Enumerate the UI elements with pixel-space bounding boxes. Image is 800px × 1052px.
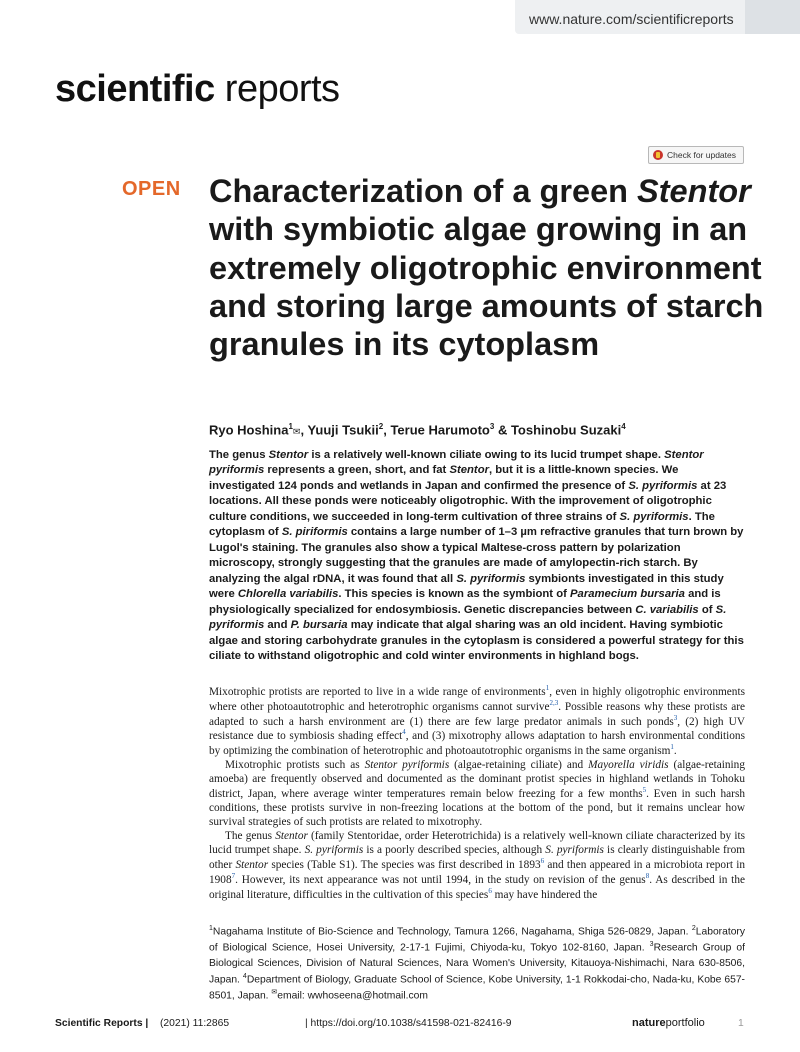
- crossmark-icon: [653, 150, 663, 160]
- text-run: . As described in the original literature, difficulties in the cultivation of this species: [209, 873, 745, 901]
- reference-sup[interactable]: ✉: [271, 988, 278, 996]
- italic-term: Chlorella variabilis: [237, 588, 339, 601]
- reference-sup[interactable]: 5: [642, 786, 647, 795]
- italic-term: S. pyriformis: [304, 844, 364, 857]
- footer-journal: Scientific Reports |: [55, 1018, 149, 1029]
- italic-term: S. piriformis: [281, 526, 348, 539]
- text-run: . The cytoplasm of: [209, 510, 715, 539]
- reference-sup[interactable]: 3: [673, 713, 678, 722]
- reference-sup[interactable]: 3: [649, 941, 654, 949]
- text-run: . However, its next appearance was not until 1994, in the study on revision of the genus: [235, 873, 646, 886]
- text-run: Mixotrophic protists are reported to live in a wide range of environments: [209, 685, 546, 698]
- text-run: of: [698, 603, 716, 616]
- text-run: Mixotrophic protists such as: [225, 759, 365, 772]
- url-tab-edge: [745, 0, 800, 34]
- brand-bold: nature: [632, 1017, 666, 1029]
- reference-sup[interactable]: 7: [231, 872, 236, 881]
- brand-light: portfolio: [665, 1017, 705, 1029]
- reference-sup[interactable]: 2,3: [549, 698, 559, 707]
- text-run: . Even in such harsh conditions, these protists survive in non-freezing locations at the bottom of the pond, but it remains unclear how survival strategies of such protists are related to mixotrophy.: [209, 788, 745, 829]
- author-separator: ,: [383, 422, 391, 438]
- reference-sup[interactable]: 1: [670, 743, 674, 752]
- text-run: . Possible reasons why these protists are adapted to such a harsh environment are (1) there are few large predator animals in such ponds: [209, 700, 745, 728]
- author-name[interactable]: Ryo Hoshina: [209, 422, 289, 438]
- text-run: and: [264, 619, 291, 632]
- text-run: Nagahama Institute of Bio-Science and Technology, Tamura 1266, Nagahama, Shiga 526-0829, Japan.: [212, 926, 692, 938]
- text-run: Department of Biology, Graduate School of Science, Kobe University, 1-1 Rokkodai-cho, Nada-ku, Kobe 657-8501, Japan.: [209, 974, 745, 1002]
- reference-sup[interactable]: 1: [209, 925, 213, 932]
- text-run: . This species is known as the symbiont of: [338, 588, 571, 601]
- nature-portfolio-logo: [632, 1017, 705, 1029]
- italic-term: P. bursaria: [290, 619, 348, 632]
- text-run: represents a green, short, and fat: [264, 464, 450, 477]
- text-run: symbionts investigated in this study were: [209, 572, 724, 601]
- italic-term: Mayorella viridis: [588, 759, 669, 772]
- italic-term: Stentor: [235, 859, 269, 872]
- italic-term: S. pyriformis: [209, 603, 727, 632]
- italic-term: Stentor: [449, 464, 489, 477]
- footer-doi-link[interactable]: | https://doi.org/10.1038/s41598-021-82416-9: [305, 1018, 512, 1029]
- italic-term: Stentor: [275, 830, 308, 843]
- italic-term: S. pyriformis: [545, 844, 604, 857]
- text-run: (family Stentoridae, order Heterotrichida) is a relatively well-known ciliate characterized by its lucid trumpet shape.: [209, 830, 745, 857]
- italic-term: Stentor: [268, 449, 309, 461]
- affiliations: [209, 924, 745, 1004]
- author-affil-sup: 1: [288, 422, 293, 431]
- journal-url-tab[interactable]: [515, 0, 745, 34]
- reference-sup[interactable]: 6: [488, 887, 492, 895]
- author-affil-sup: 4: [621, 422, 626, 431]
- italic-term: Stentor pyriformis: [364, 759, 450, 772]
- footer-citation: (2021) 11:2865: [160, 1018, 230, 1029]
- text-run: email: wwhoseena@hotmail.com: [277, 990, 428, 1002]
- text-run: The genus: [225, 830, 276, 843]
- reference-sup[interactable]: 6: [540, 857, 545, 866]
- text-run: and then appeared in a microbiota report in 1908: [209, 859, 746, 886]
- reference-sup[interactable]: 2: [691, 925, 696, 932]
- author-name[interactable]: Yuuji Tsukii: [307, 422, 379, 438]
- text-run: is a poorly described species, although: [363, 844, 546, 857]
- page-number: 1: [738, 1018, 744, 1029]
- author-name[interactable]: Toshinobu Suzaki: [510, 422, 622, 438]
- italic-term: C. variabilis: [635, 603, 699, 616]
- author-affil-sup: 2: [378, 422, 384, 431]
- text-run: Laboratory of Biological Science, Hosei University, 2-17-1 Fujimi, Chiyoda-ku, Tokyo 102-8160, Japan.: [209, 926, 745, 954]
- text-run: is a relatively well-known ciliate owing to its lucid trumpet shape.: [308, 449, 665, 461]
- email-envelope-icon[interactable]: ✉: [292, 426, 301, 437]
- text-run: , but it is a little-known species. We investigated 124 ponds and wetlands in Japan and confirmed the presence of: [209, 464, 679, 492]
- open-access-badge: OPEN: [122, 178, 181, 200]
- abstract: [209, 448, 745, 665]
- text-run: , even in highly oligotrophic environments where other photoautotrophic and heterotrophic organisms cannot survive: [209, 685, 745, 713]
- text-run: , and (3) mixotrophy allows adaptation to harsh environmental conditions by optimizing the combination of heterotrophic and photoautotrophic organisms in the same organism: [209, 730, 745, 758]
- text-run: Research Group of Biological Sciences, Division of Natural Sciences, Nara Women's University, Kitauoya-Nishimachi, Nara 630-8506, Japan.: [209, 942, 745, 986]
- text-run: may have hindered the: [491, 888, 598, 901]
- author-list: [209, 422, 769, 437]
- title-part-2: with symbiotic algae growing in an extremely oligotrophic environment and storing large amounts of starch granules in its cytoplasm: [209, 211, 764, 363]
- author-separator: &: [494, 422, 511, 438]
- body-paragraph-2: [209, 758, 745, 829]
- reference-sup[interactable]: 4: [402, 728, 406, 737]
- journal-logo-bold: scientific: [55, 68, 215, 110]
- journal-url[interactable]: www.nature.com/scientificreports: [529, 11, 734, 27]
- author-affil-sup: 3: [489, 422, 495, 431]
- text-run: may indicate that algal sharing was an old incident. Having symbiotic algae and storing carbohydrate granules in the cytoplasm is considered a powerful strategy for this ciliate to withstand oligotrophic and cold winter environments in highland bogs.: [209, 619, 744, 663]
- title-part-1: Characterization of a green: [209, 173, 638, 209]
- body-paragraph-1: [209, 684, 745, 758]
- text-run: , (2) high UV resistance due to symbiosis shading effect: [209, 715, 745, 743]
- text-run: is clearly distinguishable from other: [209, 844, 746, 872]
- italic-term: Paramecium bursaria: [570, 588, 685, 601]
- article-title: [209, 172, 769, 364]
- journal-logo-light: reports: [214, 68, 340, 110]
- page-footer: [55, 1014, 745, 1032]
- text-run: The genus: [209, 449, 269, 461]
- italic-term: S. pyriformis: [456, 572, 526, 585]
- text-run: (algae-retaining amoeba) are frequently observed and documented as the dominant protist species in highland wetlands in Tohoku district, Japan, where average winter temperatures remain below freezing for a few months: [209, 759, 745, 801]
- body-text: [209, 684, 745, 902]
- text-run: .: [673, 745, 677, 758]
- reference-sup[interactable]: 8: [645, 872, 650, 881]
- text-run: at 23 locations. All these ponds were noticeably oligotrophic. With the improvement of oligotrophic culture conditions, we succeeded in long-term cultivation of three strains of: [209, 479, 727, 523]
- author-separator: ,: [300, 422, 308, 438]
- italic-term: Stentor pyriformis: [209, 449, 704, 477]
- title-italic: Stentor: [637, 173, 751, 209]
- check-for-updates-label: Check for updates: [667, 150, 736, 160]
- text-run: and is physiologically specialized for endosymbiosis. Genetic discrepancies between: [209, 588, 721, 616]
- reference-sup[interactable]: 1: [545, 684, 550, 692]
- text-run: contains a large number of 1–3 µm refractive granules that turn brown by Lugol's staining. The granules also show a typical Maltese-cross pattern by polarization microscopy, strongly suggesting that the granules are made of amylopectin-rich starch. By analyzing the algal rDNA, it was found that all: [209, 526, 744, 585]
- journal-logo[interactable]: [55, 68, 340, 111]
- reference-sup[interactable]: 4: [242, 972, 247, 980]
- italic-term: S. pyriformis: [628, 479, 698, 492]
- author-name[interactable]: Terue Harumoto: [390, 422, 490, 438]
- italic-term: S. pyriformis: [619, 510, 689, 523]
- check-for-updates-button[interactable]: [648, 146, 744, 164]
- text-run: species (Table S1). The species was first described in 1893: [268, 859, 541, 872]
- text-run: (algae-retaining ciliate) and: [449, 759, 589, 772]
- body-paragraph-3: [209, 829, 745, 902]
